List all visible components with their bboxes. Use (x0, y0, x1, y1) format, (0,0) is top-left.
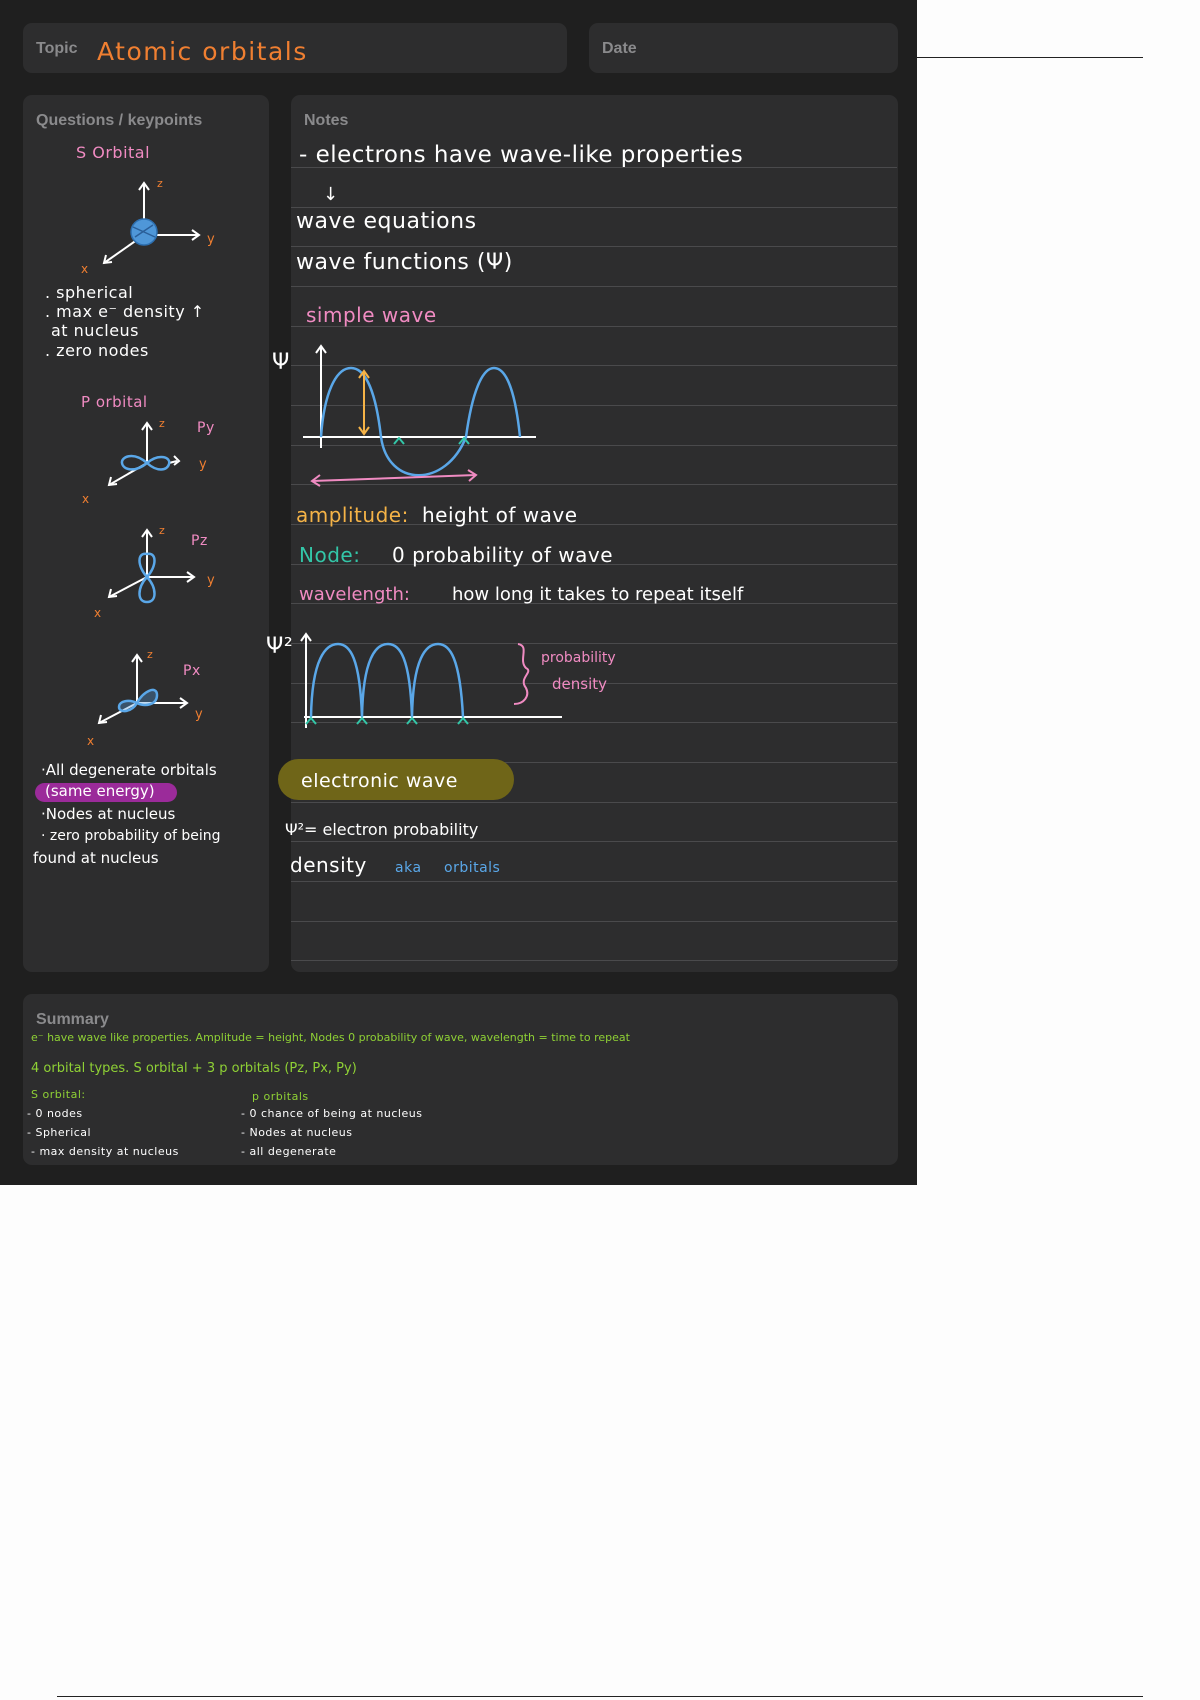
aka-word: aka (395, 860, 422, 876)
svg-text:z: z (159, 417, 165, 430)
amplitude-term: amplitude: (296, 503, 409, 527)
summary-p-item: - Nodes at nucleus (241, 1126, 353, 1139)
p-note: · zero probability of being (41, 828, 221, 844)
axis-x-label: x (81, 262, 89, 276)
px-label: Px (183, 663, 201, 679)
wavelength-definition: how long it takes to repeat itself (452, 584, 744, 605)
axis-y-label: y (207, 232, 215, 247)
date-label: Date (602, 40, 637, 57)
p-note: (same energy) (45, 782, 155, 800)
amplitude-definition: height of wave (422, 503, 578, 527)
probability-label: probability (541, 650, 616, 666)
topic-field[interactable] (23, 23, 567, 73)
pz-orbital-diagram (49, 520, 239, 630)
svg-text:y: y (207, 573, 215, 588)
topic-label: Topic (36, 40, 78, 57)
p-orbital-title: P orbital (81, 393, 148, 411)
notes-label: Notes (304, 112, 349, 129)
node-term: Node: (299, 543, 361, 567)
summary-s-item: - 0 nodes (27, 1107, 83, 1120)
summary-label: Summary (36, 1011, 109, 1028)
px-orbital-diagram (49, 643, 239, 753)
s-bullet: . zero nodes (45, 341, 149, 360)
keypoints-label: Questions / keypoints (36, 112, 203, 129)
svg-text:z: z (159, 524, 165, 537)
simple-wave-heading: simple wave (306, 303, 437, 327)
note-line-wave-functions: wave functions (Ψ) (296, 250, 513, 275)
summary-line-2: 4 orbital types. S orbital + 3 p orbitals (Pz, Px, Py) (31, 1061, 357, 1076)
summary-p-item: - 0 chance of being at nucleus (241, 1107, 423, 1120)
summary-s-item: - Spherical (27, 1126, 92, 1139)
svg-text:x: x (82, 492, 90, 506)
summary-line-1: e⁻ have wave like properties. Amplitude = height, Nodes 0 probability of wave, wavelength = time to repeat (31, 1031, 630, 1044)
orbitals-word: orbitals (444, 860, 501, 876)
p-note: ·All degenerate orbitals (41, 761, 217, 779)
probability-density-diagram (296, 628, 566, 738)
svg-text:y: y (199, 457, 207, 472)
psi-squared-definition: Ψ²= electron probability (285, 820, 479, 839)
s-bullet: . spherical (45, 283, 134, 302)
note-arrow: ↓ (323, 184, 339, 205)
summary-p-item: - all degenerate (241, 1145, 337, 1158)
summary-s-item: - max density at nucleus (31, 1145, 179, 1158)
svg-text:x: x (94, 606, 102, 620)
electronic-wave-heading: electronic wave (301, 770, 458, 792)
p-note: ·Nodes at nucleus (41, 805, 176, 823)
svg-text:z: z (147, 648, 153, 661)
svg-text:x: x (87, 734, 95, 748)
s-bullet: . max e⁻ density ↑ (45, 302, 205, 321)
note-line-electrons: - electrons have wave-like properties (299, 142, 744, 168)
keypoints-panel (23, 95, 269, 972)
s-orbital-title: S Orbital (76, 143, 151, 162)
py-label: Py (197, 420, 215, 436)
psi-axis-label: Ψ (272, 350, 290, 375)
psi-squared-label: Ψ² (266, 634, 294, 659)
simple-wave-diagram (296, 338, 546, 490)
wavelength-term: wavelength: (299, 584, 410, 605)
topic-value: Atomic orbitals (97, 37, 308, 66)
date-field[interactable] (589, 23, 898, 73)
note-line-wave-equations: wave equations (296, 209, 477, 234)
summary-p-head: p orbitals (252, 1090, 309, 1103)
svg-text:y: y (195, 707, 203, 722)
p-note: found at nucleus (33, 849, 159, 867)
pz-label: Pz (191, 533, 208, 549)
top-right-rule (917, 57, 1143, 58)
summary-s-head: S orbital: (31, 1088, 86, 1101)
summary-panel (23, 994, 898, 1165)
node-definition: 0 probability of wave (392, 543, 614, 567)
density-word: density (290, 853, 367, 877)
bottom-rule (57, 1696, 1143, 1697)
axis-z-label: z (157, 177, 163, 190)
density-label: density (552, 675, 607, 693)
s-bullet: at nucleus (51, 321, 140, 340)
s-orbital-diagram (49, 175, 219, 285)
